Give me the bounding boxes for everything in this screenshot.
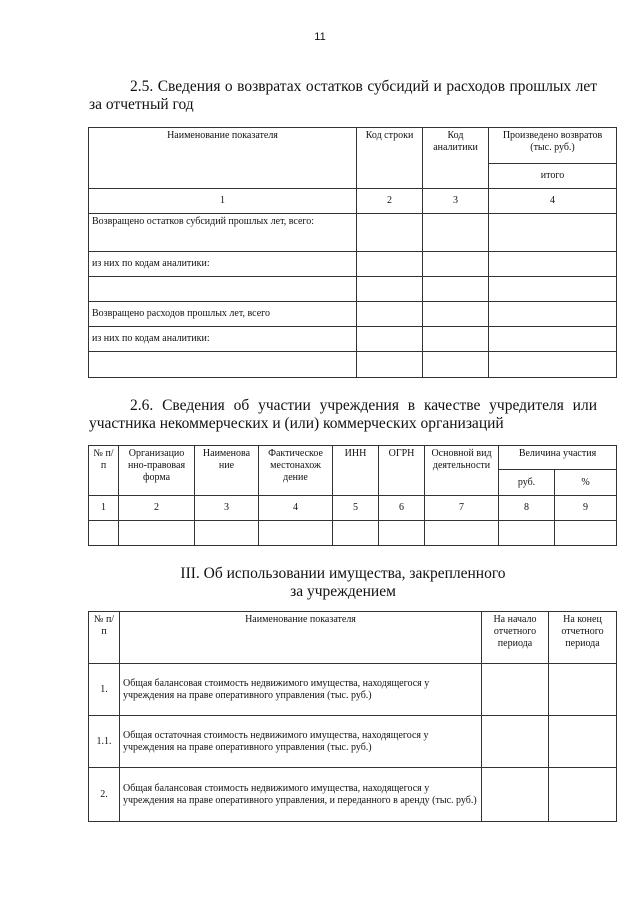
row-label: Общая балансовая стоимость недвижимого имущества, находящегося у учреждения на праве оперативного управления, и переданного в аренду (тыс. руб.) [120, 768, 482, 822]
table-row [89, 768, 617, 822]
table-row [89, 352, 617, 378]
column-number: 4 [259, 496, 333, 521]
col-header-num: № п/п [89, 446, 119, 496]
row-number: 1.1. [89, 716, 120, 768]
col-header-num: № п/п [89, 612, 120, 664]
col-header-ogrn: ОГРН [379, 446, 425, 496]
column-number: 4 [489, 189, 617, 214]
page-number: 11 [314, 31, 326, 43]
returns-table [88, 127, 617, 378]
table-row [89, 302, 617, 327]
section-2-6-heading: 2.6. Сведения об участии учреждения в качестве учредителя или участника некоммерческих и (или) коммерческих организаций [89, 397, 597, 432]
col-header-name: Наименование показателя [89, 128, 357, 189]
column-number: 5 [333, 496, 379, 521]
property-table [88, 611, 617, 822]
col-header-analytics-code: Код аналитики [423, 128, 489, 189]
col-header-name: Наименование показателя [120, 612, 482, 664]
col-header-legal-form: Организацио нно-правовая форма [119, 446, 195, 496]
row-number: 1. [89, 664, 120, 716]
section-2-5-heading: 2.5. Сведения о возвратах остатков субсидий и расходов прошлых лет за отчетный год [89, 78, 597, 113]
column-number: 3 [195, 496, 259, 521]
col-header-activity: Основной вид деятельности [425, 446, 499, 496]
row-label: Возвращено остатков субсидий прошлых лет, всего: [89, 214, 357, 252]
column-number: 6 [379, 496, 425, 521]
col-header-percent: % [555, 470, 617, 496]
table-row [89, 327, 617, 352]
column-number: 7 [425, 496, 499, 521]
col-header-location: Фактическое местонахож дение [259, 446, 333, 496]
col-header-rub: руб. [499, 470, 555, 496]
column-number: 3 [423, 189, 489, 214]
section-3-heading: III. Об использовании имущества, закрепленного за учреждением [180, 565, 506, 600]
column-number: 8 [499, 496, 555, 521]
column-number: 2 [357, 189, 423, 214]
table-row [89, 521, 617, 546]
row-number: 2. [89, 768, 120, 822]
column-number: 2 [119, 496, 195, 521]
col-header-returned: Произведено возвратов (тыс. руб.) [489, 128, 617, 164]
column-number: 1 [89, 189, 357, 214]
col-header-participation: Величина участия [499, 446, 617, 470]
column-number: 9 [555, 496, 617, 521]
table-row [89, 716, 617, 768]
participation-table [88, 445, 617, 546]
table-row [89, 277, 617, 302]
row-label: из них по кодам аналитики: [89, 252, 357, 277]
row-label: из них по кодам аналитики: [89, 327, 357, 352]
col-header-start: На начало отчетного периода [482, 612, 549, 664]
table-row [89, 252, 617, 277]
column-number: 1 [89, 496, 119, 521]
table-row [89, 664, 617, 716]
col-header-end: На конец отчетного периода [549, 612, 617, 664]
col-header-line-code: Код строки [357, 128, 423, 189]
col-header-org-name: Наименова ние [195, 446, 259, 496]
table-row [89, 214, 617, 252]
row-label: Общая остаточная стоимость недвижимого имущества, находящегося у учреждения на праве оперативного управления (тыс. руб.) [120, 716, 482, 768]
row-label: Общая балансовая стоимость недвижимого имущества, находящегося у учреждения на праве оперативного управления (тыс. руб.) [120, 664, 482, 716]
col-header-inn: ИНН [333, 446, 379, 496]
row-label: Возвращено расходов прошлых лет, всего [89, 302, 357, 327]
col-header-total: итого [489, 164, 617, 189]
